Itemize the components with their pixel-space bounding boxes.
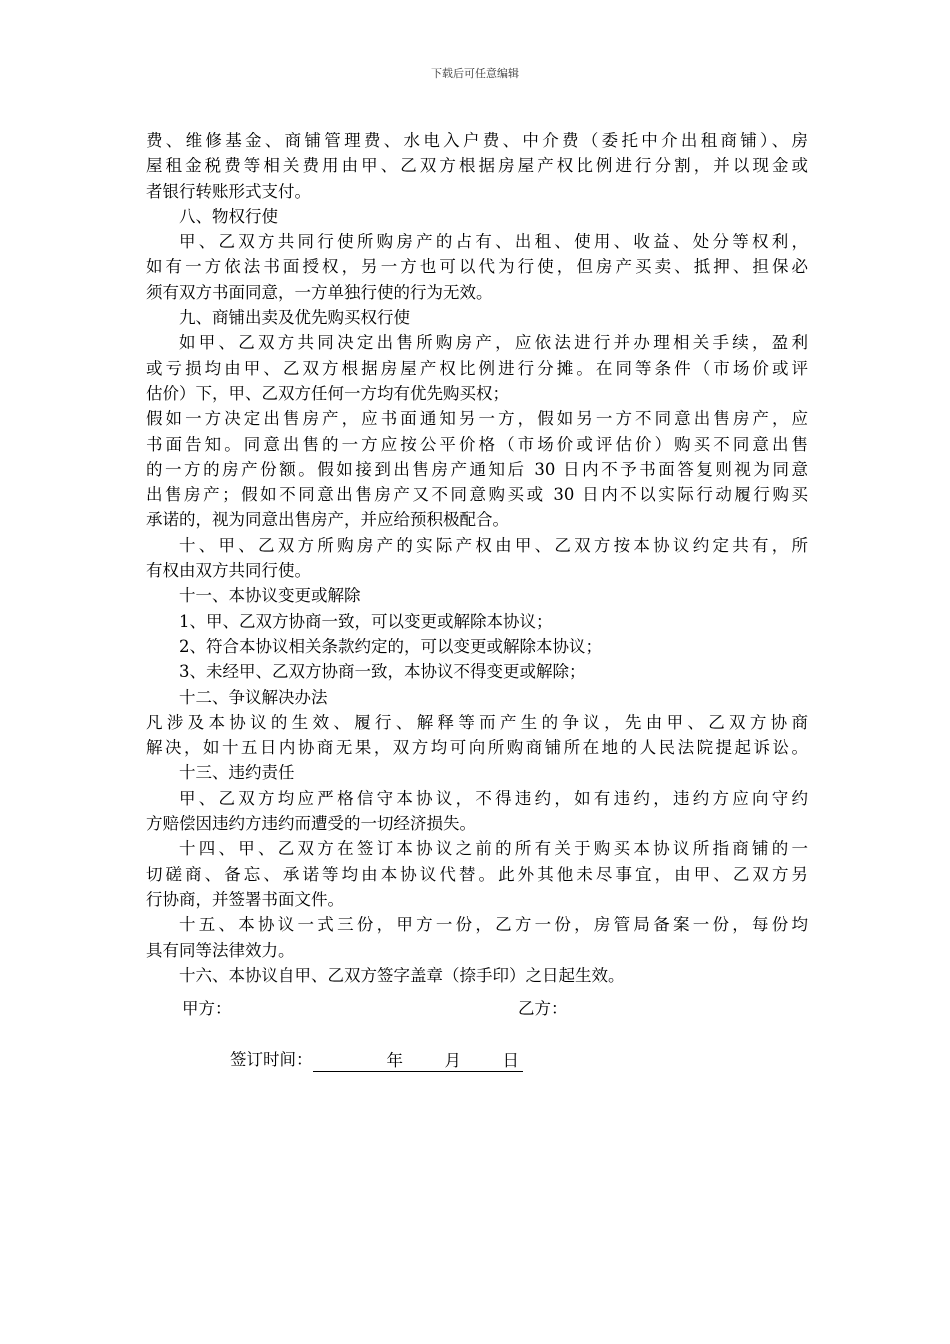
paragraph-line: 书面告知。同意出售的一方应按公平价格（市场价或评估价）购买不同意出售 <box>146 434 808 454</box>
signing-date-blank <box>313 1049 523 1072</box>
party-a-label: 甲方： <box>182 999 232 1018</box>
day-label: 日 <box>502 1051 519 1070</box>
paragraph-line: 2、符合本协议相关条款约定的，可以变更或解除本协议； <box>179 636 602 656</box>
paragraph-line: 屋租金税费等相关费用由甲、乙双方根据房屋产权比例进行分割，并以现金或 <box>146 156 808 176</box>
paragraph-line: 十四、甲、乙双方在签订本协议之前的所有关于购买本协议所指商铺的一 <box>179 839 808 859</box>
paragraph-line: 十、甲、乙双方所购房产的实际产权由甲、乙双方按本协议约定共有，所 <box>179 535 808 555</box>
paragraph-line: 或亏损均由甲、乙双方根据房屋产权比例进行分摊。在同等条件（市场价或评 <box>146 358 808 378</box>
month-label: 月 <box>444 1051 461 1070</box>
paragraph-line: 具有同等法律效力。 <box>146 940 295 960</box>
signing-date-label: 签订时间： <box>230 1050 313 1069</box>
paragraph-line: 者银行转账形式支付。 <box>146 181 311 201</box>
paragraph-line: 如甲、乙双方共同决定出售所购房产，应依法进行并办理相关手续，盈利 <box>179 333 808 353</box>
contract-body <box>146 128 808 988</box>
paragraph-line: 解决，如十五日内协商无果，双方均可向所购商铺所在地的人民法院提起诉讼。 <box>146 738 808 758</box>
paragraph-line: 十一、本协议变更或解除 <box>179 586 361 606</box>
paragraph-line: 九、商铺出卖及优先购买权行使 <box>179 308 410 328</box>
paragraph-line: 有权由双方共同行使。 <box>146 561 311 581</box>
paragraph-line: 费、维修基金、商铺管理费、水电入户费、中介费（委托中介出租商铺）、房 <box>146 131 808 150</box>
paragraph-line: 行协商，并签署书面文件。 <box>146 889 344 909</box>
paragraph-line: 须有双方书面同意，一方单独行使的行为无效。 <box>146 282 493 302</box>
paragraph-line: 甲、乙双方均应严格信守本协议，不得违约，如有违约，违约方应向守约 <box>179 788 808 808</box>
paragraph-line: 承诺的，视为同意出售房产，并应给预积极配合。 <box>146 510 509 530</box>
paragraph-line: 切磋商、备忘、承诺等均由本协议代替。此外其他未尽事宜，由甲、乙双方另 <box>146 864 808 884</box>
paragraph-line: 十六、本协议自甲、乙双方签字盖章（捺手印）之日起生效。 <box>179 965 625 985</box>
paragraph-line: 方赔偿因违约方违约而遭受的一切经济损失。 <box>146 814 476 834</box>
paragraph-line: 1、甲、乙双方协商一致，可以变更或解除本协议； <box>179 611 553 631</box>
paragraph-line: 凡涉及本协议的生效、履行、解释等而产生的争议，先由甲、乙双方协商 <box>146 712 808 732</box>
paragraph-line: 十二、争议解决办法 <box>179 687 328 707</box>
paragraph-line: 假如一方决定出售房产，应书面通知另一方，假如另一方不同意出售房产，应 <box>146 409 808 429</box>
party-b-label: 乙方： <box>518 999 568 1018</box>
paragraph-line: 出售房产；假如不同意出售房产又不同意购买或 30 日内不以实际行动履行购买 <box>146 485 808 505</box>
year-label: 年 <box>386 1051 403 1070</box>
paragraph-line: 十三、违约责任 <box>179 763 295 783</box>
signing-date-row <box>230 1048 523 1072</box>
paragraph-line: 十五、本协议一式三份，甲方一份，乙方一份，房管局备案一份，每份均 <box>179 915 808 935</box>
page-header: 下载后可任意编辑 <box>431 67 519 80</box>
paragraph-line: 甲、乙双方共同行使所购房产的占有、出租、使用、收益、处分等权利， <box>179 232 808 252</box>
paragraph-line: 的一方的房产份额。假如接到出售房产通知后 30 日内不予书面答复则视为同意 <box>146 459 808 479</box>
paragraph-line: 八、物权行使 <box>179 206 278 226</box>
paragraph-line: 如有一方依法书面授权，另一方也可以代为行使，但房产买卖、抵押、担保必 <box>146 257 808 277</box>
signature-row <box>182 997 782 1021</box>
paragraph-line: 估价）下，甲、乙双方任何一方均有优先购买权； <box>146 383 509 403</box>
paragraph-line: 3、未经甲、乙双方协商一致，本协议不得变更或解除； <box>179 662 586 682</box>
